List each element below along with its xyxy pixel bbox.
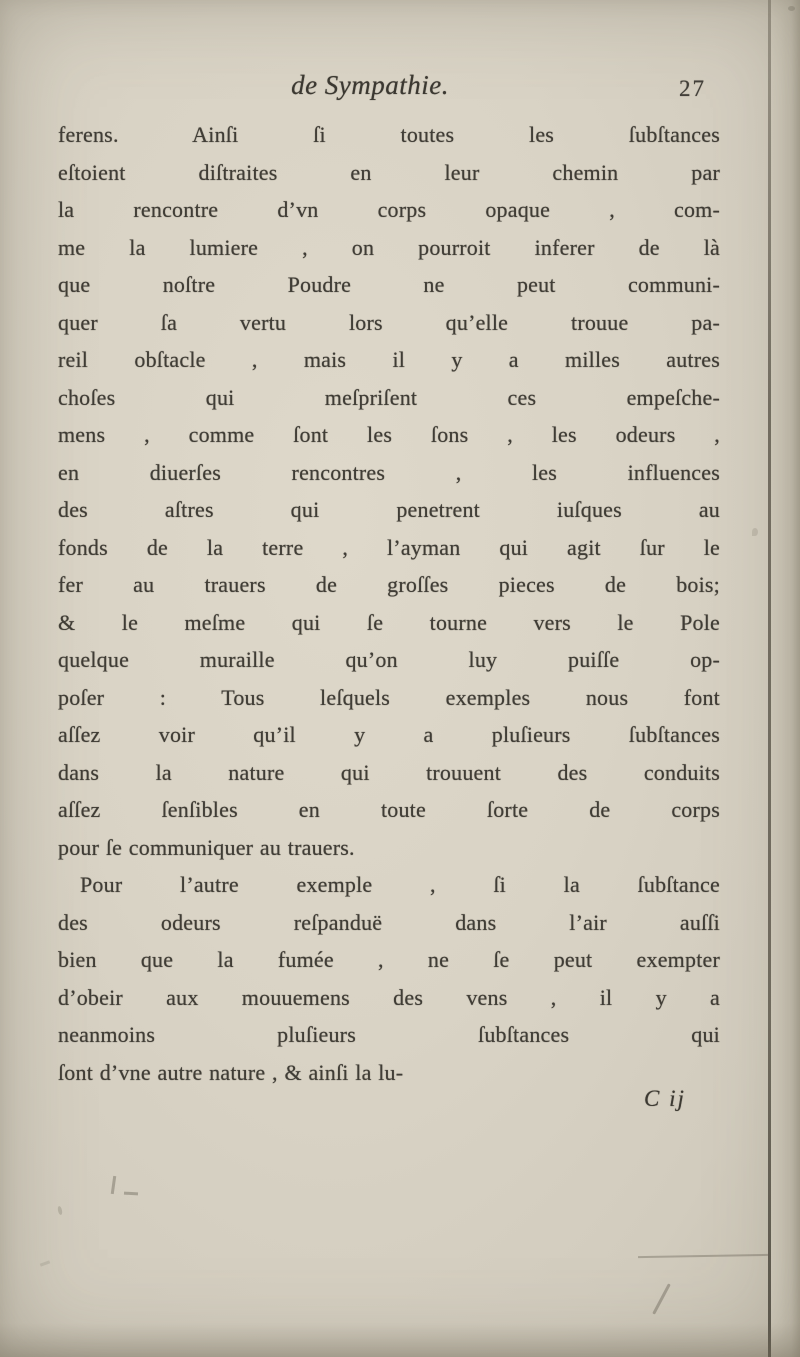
text-line: des aſtres qui penetrent iuſques au [58, 497, 720, 522]
text-line: mens , comme ſont les ſons , les odeurs , [58, 422, 720, 447]
ink-smudge [111, 1176, 116, 1194]
text-line: dans la nature qui trouuent des conduits [58, 759, 720, 785]
running-header-title: de Sympathie. [291, 70, 450, 100]
text-line: fonds de la terre , l’ayman qui agit ſur le [58, 534, 720, 560]
text-line: aſſez voir qu’il y a pluſieurs ſubſtances [58, 722, 720, 747]
signature-mark: C ij [644, 1086, 686, 1111]
ink-smudge [652, 1283, 671, 1314]
text-line: neanmoins pluſieurs ſubſtances qui [58, 1022, 720, 1047]
ink-smudge [57, 1206, 63, 1216]
ink-smudge [40, 1260, 50, 1266]
text-block [58, 66, 720, 1091]
ink-smudge [752, 528, 758, 536]
text-line: Pour l’autre exemple , ſi la ſubſtance [80, 872, 720, 897]
text-line: eſtoient diſtraites en leur chemin par [58, 159, 720, 185]
page-edge-strip [771, 0, 800, 1357]
body-text [58, 116, 720, 1091]
page-edge-line [768, 0, 771, 1357]
text-line: choſes qui meſpriſent ces empeſche- [58, 384, 720, 410]
text-line: & le meſme qui ſe tourne vers le Pole [58, 609, 720, 635]
page-edge-bottom-line [638, 1254, 768, 1258]
text-line: ſont d’vne autre nature , & ainſi la lu- [58, 1059, 404, 1085]
text-line: quer ſa vertu lors qu’elle trouue pa- [58, 309, 720, 335]
text-line: bien que la fumée , ne ſe peut exempter [58, 947, 720, 972]
text-line: la rencontre d’vn corps opaque , com- [58, 197, 720, 222]
text-line: quelque muraille qu’on luy puiſſe op- [58, 647, 720, 672]
text-line: que noſtre Poudre ne peut communi- [58, 272, 720, 297]
text-line: poſer : Tous leſquels exemples nous font [58, 684, 720, 710]
text-line: aſſez ſenſibles en toute ſorte de corps [58, 797, 720, 822]
text-line: fer au trauers de groſſes pieces de bois; [58, 572, 720, 597]
text-line: en diuerſes rencontres , les influences [58, 459, 720, 485]
text-line: reil obſtacle , mais il y a milles autres [58, 347, 720, 372]
text-line: pour ſe communiquer au trauers. [58, 834, 355, 860]
text-line: ferens. Ainſi ſi toutes les ſubſtances [58, 122, 720, 147]
page-bottom-shadow [0, 1323, 800, 1357]
text-line: d’obeir aux mouuemens des vens , il y a [58, 984, 720, 1010]
ink-smudge [124, 1192, 138, 1196]
text-line: me la lumiere , on pourroit inferer de là [58, 234, 720, 260]
page-number: 27 [679, 76, 706, 101]
text-line: des odeurs reſpanduë dans l’air auſſi [58, 909, 720, 935]
running-header [58, 66, 720, 116]
